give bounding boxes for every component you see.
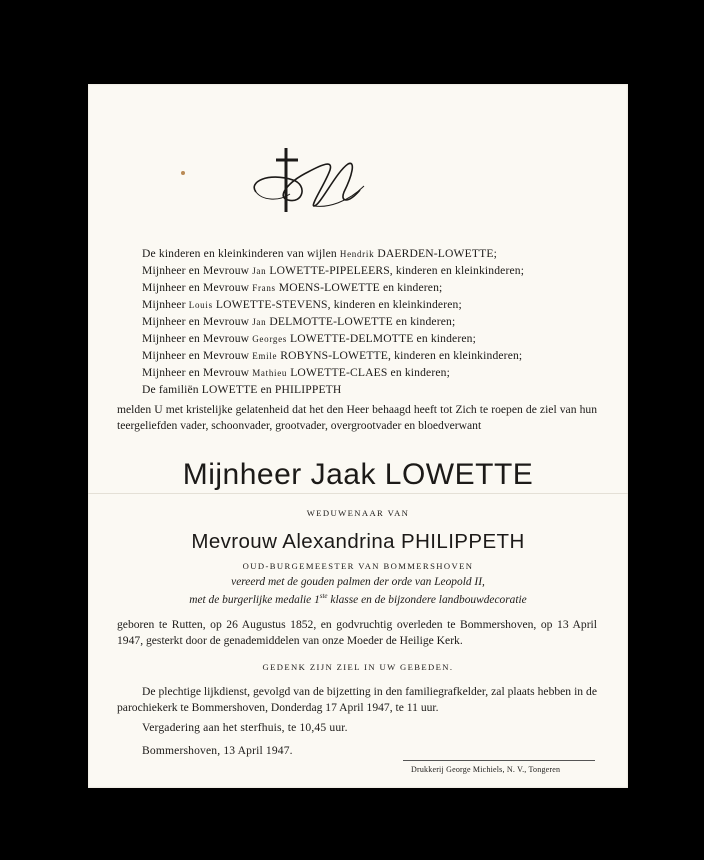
birth-death-text: geboren te Rutten, op 26 Augustus 1852, en godvruchtig overleden te Bommershoven, op 13 April 1947, gesterkt door de genademiddelen van onze Moeder de Heilige Kerk.: [117, 618, 597, 647]
printer-rule: [403, 760, 595, 761]
paper-stain: [181, 171, 185, 175]
honours-line-1: vereerd met de gouden palmen der orde van Leopold II,: [231, 576, 485, 588]
mourner-line-1: De kinderen en kleinkinderen van wijlen Hendrik DAERDEN-LOWETTE;: [142, 247, 497, 260]
memorial-card: [88, 84, 628, 788]
mourner-line-5: Mijnheer en Mevrouw Jan DELMOTTE-LOWETTE en kinderen;: [142, 315, 456, 328]
mourner-line-7: Mijnheer en Mevrouw Emile ROBYNS-LOWETTE, kinderen en kleinkinderen;: [142, 349, 523, 362]
widower-label: WEDUWENAAR VAN: [306, 508, 410, 518]
mourner-line-9: De familiën LOWETTE en PHILIPPETH: [142, 383, 342, 396]
mourner-line-2: Mijnheer en Mevrouw Jan LOWETTE-PIPELEERS, kinderen en kleinkinderen;: [142, 264, 525, 277]
printer-credit: Drukkerij George Michiels, N. V., Tongeren: [411, 765, 561, 774]
wife-name: Mevrouw Alexandrina PHILIPPETH: [191, 530, 525, 553]
cross-monogram-icon: [248, 142, 388, 222]
role-label: OUD-BURGEMEESTER VAN BOMMERSHOVEN: [242, 561, 474, 571]
deceased-name: Mijnheer Jaak LOWETTE: [182, 458, 534, 491]
gathering-line: Vergadering aan het sterfhuis, te 10,45 uur.: [142, 721, 348, 734]
prayer-line: GEDENK ZIJN ZIEL IN UW GEBEDEN.: [262, 662, 454, 672]
mourner-line-8: Mijnheer en Mevrouw Mathieu LOWETTE-CLAES en kinderen;: [142, 366, 450, 379]
mourner-line-4: Mijnheer Louis LOWETTE-STEVENS, kinderen en kleinkinderen;: [142, 298, 462, 311]
funeral-text: De plechtige lijkdienst, gevolgd van de bijzetting in den familiegrafkelder, zal plaats hebben in de parochiekerk te Bommershoven, Donderdag 17 April 1947, te 11 uur.: [117, 685, 597, 714]
announcement-text: melden U met kristelijke gelatenheid dat het den Heer behaagd heeft tot Zich te roepen de ziel van hun teergeliefden vader, schoonvader, grootvader, overgrootvader en bloedverwant: [117, 403, 597, 432]
place-date: Bommershoven, 13 April 1947.: [142, 744, 293, 757]
mourner-line-6: Mijnheer en Mevrouw Georges LOWETTE-DELMOTTE en kinderen;: [142, 332, 476, 345]
honours-line-2: met de burgerlijke medalie 1ste klasse en de bijzondere landbouwdecoratie: [189, 592, 527, 606]
fold-line: [88, 493, 628, 494]
mourner-line-3: Mijnheer en Mevrouw Frans MOENS-LOWETTE en kinderen;: [142, 281, 443, 294]
